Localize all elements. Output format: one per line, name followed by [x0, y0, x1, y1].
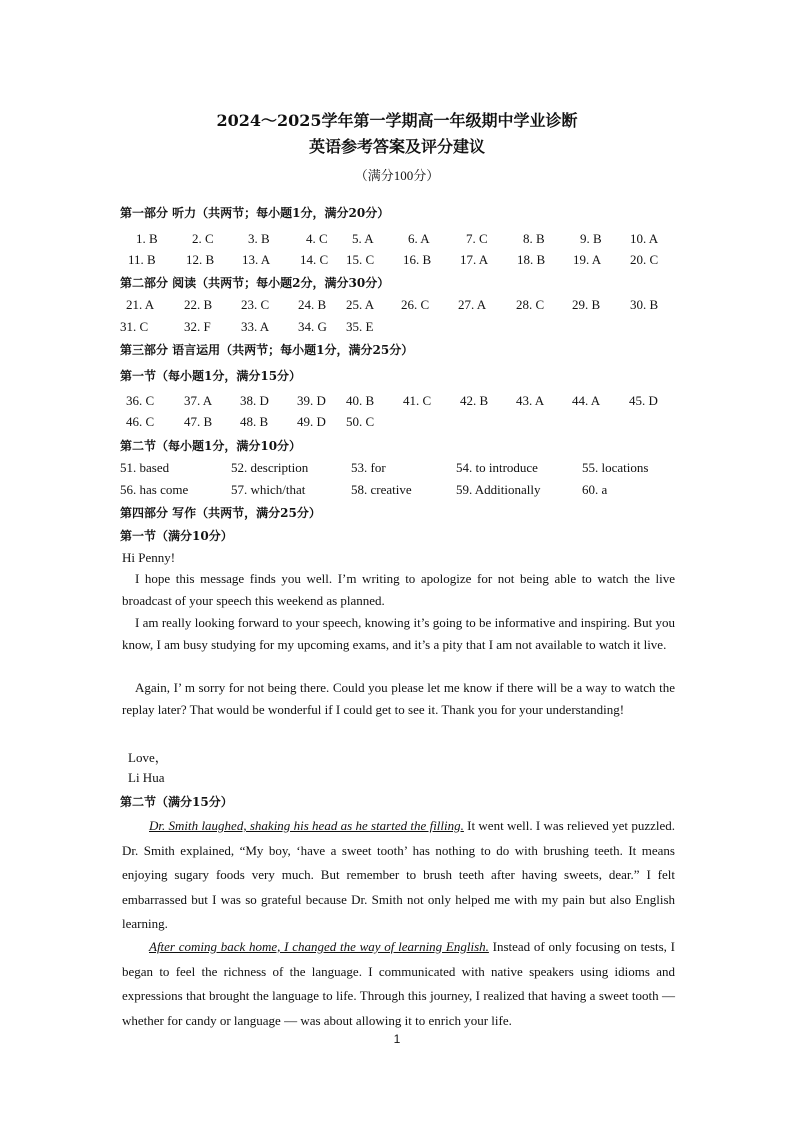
story-paragraph-2 [122, 935, 675, 1033]
answer-item: 39. D [297, 393, 326, 408]
letter-paragraph: Again, I’ m sorry for not being there. Could you please let me know if there will be a way to watch the replay later? That would be wonderful if I could get to see it. Thank you for your understanding! [122, 680, 675, 717]
answer-item: 28. C [516, 297, 545, 312]
answer-item: 34. G [298, 319, 327, 334]
answer-item: 13. A [242, 252, 271, 267]
answer-item: 42. B [460, 393, 489, 408]
answer-item: 14. C [300, 252, 329, 267]
answer-item: 8. B [523, 231, 545, 246]
letter-paragraph: I am really looking forward to your speech, knowing it’s going to be informative and inspiring. But you know, I am busy studying for my upcoming exams, and it’s a pity that I am not available to watch it live. [122, 615, 675, 652]
answer-item: 30. B [630, 297, 659, 312]
answer-item: 18. B [517, 252, 546, 267]
letter-closing: Love， [128, 750, 168, 765]
letter-greeting: Hi Penny! [122, 550, 176, 565]
answer-item: 19. A [573, 252, 602, 267]
answer-item: 47. B [184, 414, 213, 429]
answer-item: 55. locations [582, 460, 649, 475]
answer-item: 44. A [572, 393, 601, 408]
answer-item: 10. A [630, 231, 659, 246]
story-paragraph-1 [122, 814, 675, 937]
story-lead-sentence: After coming back home, I changed the way of learning English. [149, 939, 489, 954]
answer-item: 33. A [241, 319, 270, 334]
answer-item: 59. Additionally [456, 482, 541, 497]
answer-item: 45. D [629, 393, 658, 408]
answer-item: 27. A [458, 297, 487, 312]
part3-heading: 第三部分 语言运用（共两节；每小题1分，满分25分） [120, 343, 414, 357]
letter-signature: Li Hua [128, 770, 165, 785]
answer-item: 7. C [466, 231, 488, 246]
part3-section1-heading: 第一节（每小题1分，满分15分） [120, 369, 302, 383]
story-body: It went well. I was relieved yet puzzled. Dr. Smith explained, “My boy, ‘have a sweet tooth’ has nothing to do with brushing teeth. It means enjoying sugary foods very much. But remember to brush teeth after having sweets, dear.” I felt embarrassed but I was so grateful because Dr. Smith not only helped me with my pain but also English learning. [122, 818, 675, 931]
page-number: 1 [393, 1032, 401, 1046]
answer-item: 5. A [352, 231, 374, 246]
part4-heading: 第四部分 写作（共两节，满分25分） [120, 506, 321, 520]
answer-item: 24. B [298, 297, 327, 312]
answer-item: 4. C [306, 231, 328, 246]
answer-item: 31. C [120, 319, 149, 334]
answer-item: 54. to introduce [456, 460, 538, 475]
answer-item: 12. B [186, 252, 215, 267]
answer-item: 57. which/that [231, 482, 306, 497]
answer-item: 60. a [582, 482, 608, 497]
full-score-note: （满分100分） [354, 168, 440, 183]
answer-item: 25. A [346, 297, 375, 312]
page-subtitle: 英语参考答案及评分建议 [308, 137, 485, 156]
answer-item: 36. C [126, 393, 155, 408]
answer-item: 53. for [351, 460, 386, 475]
answer-item: 56. has come [120, 482, 189, 497]
answer-item: 43. A [516, 393, 545, 408]
answer-item: 50. C [346, 414, 375, 429]
answer-item: 23. C [241, 297, 270, 312]
part4-section1-heading: 第一节（满分10分） [120, 529, 233, 543]
answer-item: 29. B [572, 297, 601, 312]
answer-item: 21. A [126, 297, 155, 312]
page-title: 2024～2025学年第一学期高一年级期中学业诊断 [216, 111, 578, 130]
part2-heading: 第二部分 阅读（共两节；每小题2分，满分30分） [120, 276, 390, 290]
answer-item: 9. B [580, 231, 602, 246]
answer-item: 20. C [630, 252, 659, 267]
answer-item: 40. B [346, 393, 375, 408]
answer-item: 26. C [401, 297, 430, 312]
answer-item: 15. C [346, 252, 375, 267]
answer-item: 41. C [403, 393, 432, 408]
answer-item: 52. description [231, 460, 309, 475]
part3-section2-heading: 第二节（每小题1分，满分10分） [120, 439, 302, 453]
answer-item: 11. B [128, 252, 156, 267]
part4-section2-heading: 第二节（满分15分） [120, 795, 233, 809]
story-lead-sentence: Dr. Smith laughed, shaking his head as he started the filling. [149, 818, 464, 833]
answer-item: 48. B [240, 414, 269, 429]
answer-item: 17. A [460, 252, 489, 267]
answer-item: 16. B [403, 252, 432, 267]
answer-item: 38. D [240, 393, 269, 408]
answer-item: 58. creative [351, 482, 412, 497]
part1-heading: 第一部分 听力（共两节；每小题1分，满分20分） [120, 206, 390, 220]
answer-item: 3. B [248, 231, 270, 246]
answer-item: 6. A [408, 231, 430, 246]
answer-item: 37. A [184, 393, 213, 408]
answer-item: 35. E [346, 319, 374, 334]
answer-item: 2. C [192, 231, 214, 246]
answer-item: 49. D [297, 414, 326, 429]
answer-item: 32. F [184, 319, 211, 334]
letter-paragraph: I hope this message finds you well. I’m writing to apologize for not being able to watch the live broadcast of your speech this weekend as planned. [122, 571, 675, 608]
answer-item: 51. based [120, 460, 170, 475]
answer-item: 46. C [126, 414, 155, 429]
answer-item: 1. B [136, 231, 158, 246]
answer-item: 22. B [184, 297, 213, 312]
story-body: Instead of only focusing on tests, I began to feel the richness of the language. I communicated with native speakers using idioms and expressions that brought the language to life. Through this journey, I realized that having a sweet tooth — whether for candy or language — was about allowing it to enrich your life. [122, 939, 675, 1028]
